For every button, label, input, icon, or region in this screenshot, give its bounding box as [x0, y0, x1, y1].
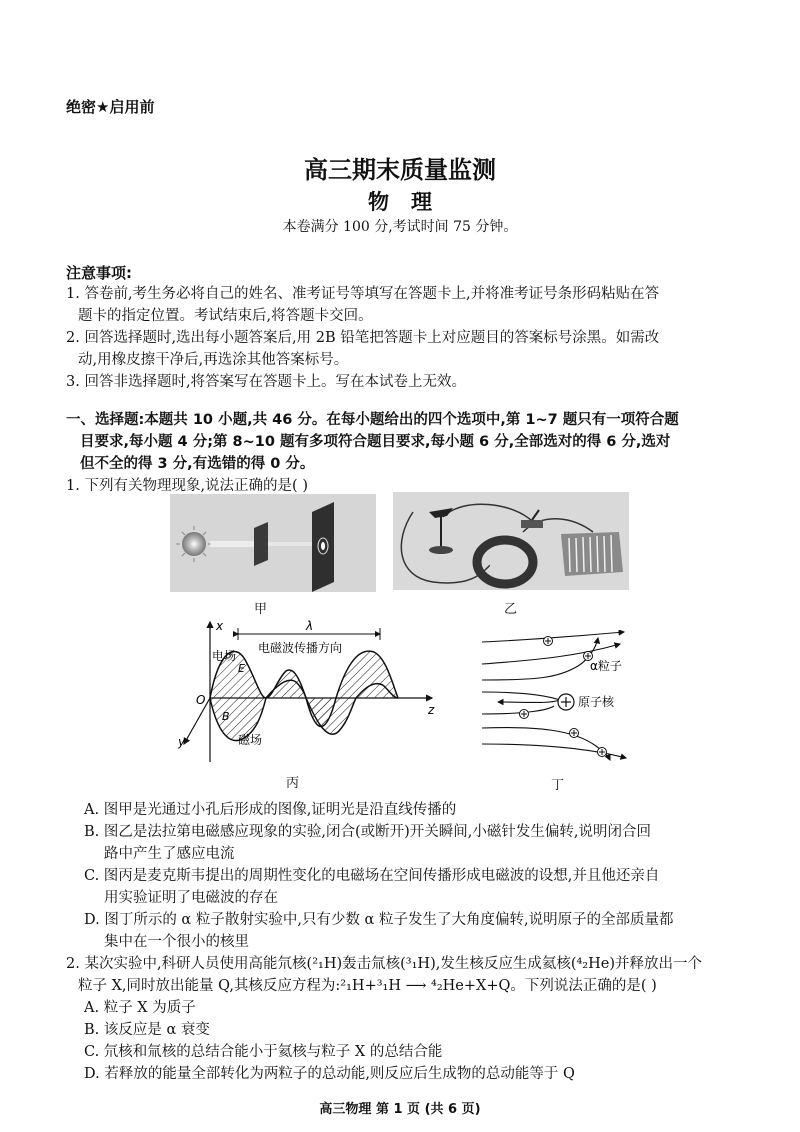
- q1-option: D. 图丁所示的 α 粒子散射实验中,只有少数 α 粒子发生了大角度偏转,说明原子的全部质量都: [84, 912, 674, 928]
- figure-jia: [170, 494, 376, 592]
- figure-bing: [176, 616, 446, 766]
- notice-heading: 注意事项:: [66, 264, 132, 282]
- bfield-label: 磁场: [238, 733, 263, 747]
- question-2-stem: 2. 某次实验中,科研人员使用高能氘核(²₁H)轰击氚核(³₁H),发生核反应生成氦核(⁴₂He)并释放出一个: [66, 956, 702, 972]
- lambda-label: λ: [306, 619, 314, 633]
- q2-option: A. 粒子 X 为质子: [84, 1000, 196, 1016]
- page-footer: 高三物理 第 1 页 (共 6 页): [319, 1102, 481, 1117]
- figure-yi: [393, 492, 629, 590]
- confidential-mark: 绝密★启用前: [66, 98, 155, 116]
- efield-label: 电场: [212, 649, 237, 663]
- switch-icon: [521, 520, 543, 528]
- B-label: B: [222, 710, 230, 723]
- axis-label-z: z: [428, 703, 435, 717]
- section-heading: 一、选择题:本题共 10 小题,共 46 分。在每小题给出的四个选项中,第 1~7 题只有一项符合题: [66, 412, 679, 428]
- alpha-particle-label: α粒子: [590, 659, 622, 673]
- notice-line: 动,用橡皮擦干净后,再选涂其他答案标号。: [78, 352, 349, 368]
- section-heading: 目要求,每小题 4 分;第 8~10 题有多项符合题目要求,每小题 6 分,全部选对的得 6 分,选对: [80, 434, 671, 450]
- q1-option: 用实验证明了电磁波的存在: [104, 890, 278, 906]
- exam-info: 本卷满分 100 分,考试时间 75 分钟。: [282, 219, 518, 235]
- E-label: E: [238, 662, 245, 675]
- q1-option: 路中产生了感应电流: [104, 846, 235, 862]
- q2-option: C. 氘核和氚核的总结合能小于氦核与粒子 X 的总结合能: [84, 1044, 443, 1060]
- section-heading: 但不全的得 3 分,有选错的得 0 分。: [80, 456, 315, 472]
- notice-line: 1. 答卷前,考生务必将自己的姓名、准考证号等填写在答题卡上,并将准考证号条形码粘贴在答: [66, 286, 660, 302]
- figure-ding: [478, 630, 638, 768]
- figure-label-yi: 乙: [504, 602, 518, 617]
- pinhole-plate: [254, 522, 268, 566]
- exam-title: 高三期末质量监测: [304, 156, 496, 184]
- light-source-icon: [182, 532, 206, 556]
- notice-line: 3. 回答非选择题时,将答案写在答题卡上。写在本试卷上无效。: [66, 374, 467, 390]
- origin-label: O: [196, 693, 206, 707]
- q1-option: B. 图乙是法拉第电磁感应现象的实验,闭合(或断开)开关瞬间,小磁针发生偏转,说明闭合回: [84, 824, 652, 840]
- axis-label-y: y: [178, 735, 186, 749]
- notice-line: 题卡的指定位置。考试结束后,将答题卡交回。: [78, 308, 373, 324]
- question-1-stem: 1. 下列有关物理现象,说法正确的是( ): [66, 478, 308, 494]
- q1-option: A. 图甲是光通过小孔后形成的图像,证明光是沿直线传播的: [84, 802, 457, 818]
- q2-option: D. 若释放的能量全部转化为两粒子的总动能,则反应后生成物的总动能等于 Q: [84, 1066, 575, 1082]
- nucleus-label: 原子核: [578, 695, 615, 709]
- figure-label-jia: 甲: [254, 602, 268, 617]
- axis-label-x: x: [216, 619, 224, 633]
- notice-line: 2. 回答选择题时,选出每小题答案后,用 2B 铅笔把答题卡上对应题目的答案标号涂黑。如需改: [66, 330, 660, 346]
- figure-label-ding: 丁: [551, 778, 565, 793]
- q1-option: C. 图丙是麦克斯韦提出的周期性变化的电磁场在空间传播形成电磁波的设想,并且他还亲自: [84, 868, 660, 884]
- subject-title: 物理: [368, 190, 454, 214]
- question-2-stem: 粒子 X,同时放出能量 Q,其核反应方程为:²₁H+³₁H ⟶ ⁴₂He+X+Q。下列说法正确的是( ): [78, 978, 657, 994]
- q1-option: 集中在一个很小的核里: [104, 934, 249, 950]
- wave-direction-label: 电磁波传播方向: [258, 641, 343, 655]
- figure-label-bing: 丙: [286, 776, 300, 791]
- q2-option: B. 该反应是 α 衰变: [84, 1022, 210, 1038]
